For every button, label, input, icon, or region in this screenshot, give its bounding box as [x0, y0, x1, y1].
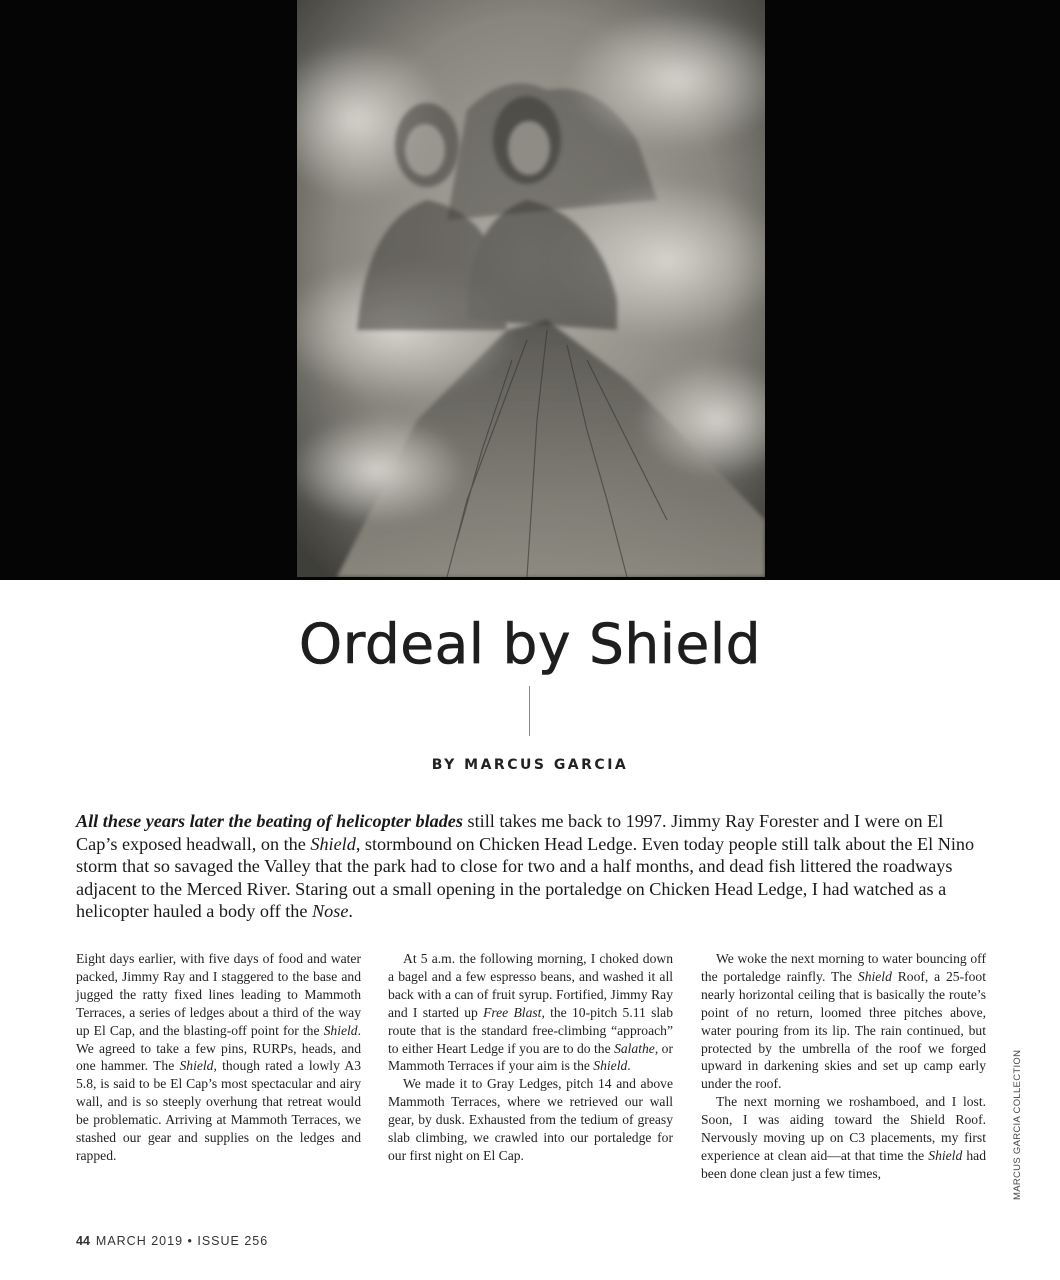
body-column-1	[76, 950, 361, 1165]
body-emphasis: Shield	[179, 1058, 214, 1074]
body-emphasis: Free Blast	[483, 1004, 542, 1020]
body-text: Roof, a 25-foot nearly horizontal ceiling that is basically the route’s point of no return, loomed three pitches above, water pouring from its lip. The rain continued, but protected by the umbrella of the roof we forged upward in darkening skies and set up camp early under the roof.	[701, 968, 986, 1092]
photo-band	[0, 0, 1060, 580]
body-paragraph	[701, 950, 986, 1093]
body-text: , the 10-pitch 5.11 slab route that is the standard free-climbing “approach” to either Heart Ledge if you are to do the	[388, 1004, 673, 1056]
byline: BY MARCUS GARCIA	[431, 757, 629, 773]
body-paragraph: We made it to Gray Ledges, pitch 14 and above Mammoth Terraces, where we retrieved our wall gear, by dusk. Exhausted from the tedium of greasy slab climbing, we crawled into our portaledge for our first night on El Cap.	[388, 1076, 673, 1163]
lede-paragraph	[76, 810, 986, 923]
page-footer	[76, 1234, 268, 1248]
lede-text: .	[348, 901, 353, 922]
body-emphasis: Shield	[857, 968, 892, 984]
body-text: , though rated a lowly A3 5.8, is said to be El Cap’s most spectacular and airy wall, and is so steeply overhung that retreat would be problematic. Arriving at Mammoth Terraces, we stashed our gear and supplies on the ledges and rapped.	[76, 1058, 361, 1163]
body-text: The next morning we roshamboed, and I lost. Soon, I was aiding toward the Shield Roof. Nervously moving up on C3 placements, my first experience at clean aid—at that time the	[701, 1094, 986, 1163]
issue-info: MARCH 2019 • ISSUE 256	[95, 1234, 269, 1248]
body-text: . We agreed to take a few pins, RURPs, heads, and one hammer. The	[76, 1022, 361, 1074]
lede-text: still takes me back to 1997. Jimmy Ray Forester and I were on El Cap’s exposed headwall, on the	[76, 811, 944, 854]
lede-text: , stormbound on Chicken Head Ledge. Even today people still talk about the El Nino storm that so savaged the Valley that the park had to close for two and a half months, and dead fish littered the roadways adjacent to the Merced River. Staring out a small opening in the portaledge on Chicken Head Ledge, I had watched as a helicopter hauled a body off the	[76, 833, 975, 922]
title-divider	[529, 686, 530, 736]
body-text: .	[627, 1058, 631, 1074]
lede-emphasis: Shield	[310, 833, 356, 854]
body-text: , or Mammoth Terraces if your aim is the	[388, 1040, 673, 1074]
hero-photo	[297, 0, 765, 577]
vintage-climbers-photo	[297, 0, 765, 577]
body-emphasis: Salathe	[614, 1040, 655, 1056]
body-emphasis: Shield	[323, 1022, 358, 1038]
article-title: Ordeal by Shield	[298, 612, 762, 676]
body-paragraph	[701, 1093, 986, 1183]
body-text: At 5 a.m. the following morning, I choked down a bagel and a few espresso beans, and washed it all back with a can of fruit syrup. Fortified, Jimmy Ray and I started up	[388, 951, 673, 1020]
body-text: Eight days earlier, with five days of food and water packed, Jimmy Ray and I staggered to the base and jugged the ratty fixed lines leading to Mammoth Terraces, a series of ledges about a third of the way up El Cap, and the blasting-off point for the	[76, 951, 361, 1038]
lede-emphasis: Nose	[312, 901, 349, 922]
page-number: 44	[76, 1234, 90, 1248]
body-paragraph	[388, 950, 673, 1075]
body-text: had been done clean just a few times,	[701, 1147, 986, 1181]
body-column-2	[388, 950, 673, 1165]
lede-lead-in: All these years later the beating of helicopter blades	[76, 811, 463, 831]
body-emphasis: Shield	[928, 1147, 963, 1163]
photo-credit: MARCUS GARCIA COLLECTION	[1012, 1049, 1023, 1200]
body-column-3	[701, 950, 986, 1200]
body-paragraph	[76, 950, 361, 1165]
body-emphasis: Shield	[593, 1058, 628, 1074]
body-text: We woke the next morning to water bouncing off the portaledge rainfly. The	[701, 951, 986, 984]
